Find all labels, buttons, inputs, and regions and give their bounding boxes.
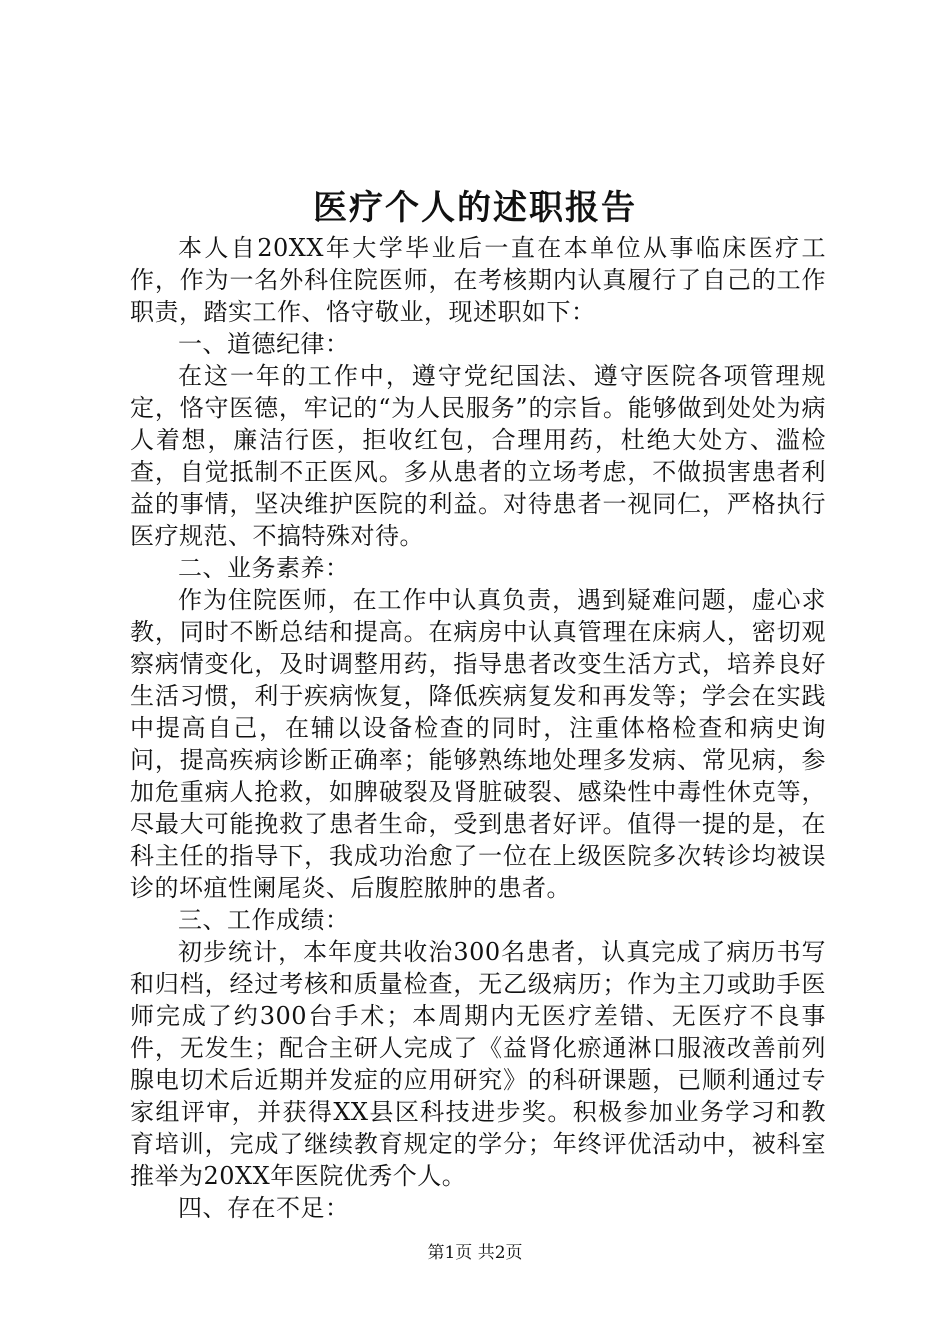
section-paragraph-ethics: 在这一年的工作中，遵守党纪国法、遵守医院各项管理规定，恪守医德，牢记的“为人民服务”的宗旨。能够做到处处为病人着想，廉洁行医，拒收红包，合理用药，杜绝大处方、滥检查，自觉抵制不正医风。多从患者的立场考虑，不做损害患者利益的事情，坚决维护医院的利益。对待患者一视同仁，严格执行医疗规范、不搞特殊对待。	[130, 362, 826, 550]
section-heading-professional: 二、业务素养：	[178, 554, 350, 582]
document-title: 医疗个人的述职报告	[313, 188, 637, 228]
section-heading-ethics: 一、道德纪律：	[178, 330, 350, 358]
intro-paragraph: 本人自20XX年大学毕业后一直在本单位从事临床医疗工作，作为一名外科住院医师，在考核期内认真履行了自己的工作职责，踏实工作、恪守敬业，现述职如下：	[130, 234, 826, 326]
page-footer: 第1页 共2页	[427, 1243, 523, 1263]
document-body	[130, 232, 826, 1224]
section-paragraph-achievements: 初步统计，本年度共收治300名患者，认真完成了病历书写和归档，经过考核和质量检查，无乙级病历；作为主刀或助手医师完成了约300台手术；本周期内无医疗差错、无医疗不良事件，无发生；配合主研人完成了《益肾化瘀通淋口服液改善前列腺电切术后近期并发症的应用研究》的科研课题，已顺利通过专家组评审，并获得XX县区科技进步奖。积极参加业务学习和教育培训，完成了继续教育规定的学分；年终评优活动中，被科室推举为20XX年医院优秀个人。	[130, 938, 826, 1190]
section-paragraph-professional: 作为住院医师，在工作中认真负责，遇到疑难问题，虚心求教，同时不断总结和提高。在病房中认真管理在床病人，密切观察病情变化，及时调整用药，指导患者改变生活方式，培养良好生活习惯，利于疾病恢复，降低疾病复发和再发等；学会在实践中提高自己，在辅以设备检查的同时，注重体格检查和病史询问，提高疾病诊断正确率；能够熟练地处理多发病、常见病，参加危重病人抢救，如脾破裂及肾脏破裂、感染性中毒性休克等，尽最大可能挽救了患者生命，受到患者好评。值得一提的是，在科主任的指导下，我成功治愈了一位在上级医院多次转诊均被误诊的坏疽性阑尾炎、后腹腔脓肿的患者。	[130, 586, 826, 902]
section-heading-achievements: 三、工作成绩：	[178, 906, 350, 934]
section-heading-shortcomings: 四、存在不足：	[178, 1194, 350, 1222]
